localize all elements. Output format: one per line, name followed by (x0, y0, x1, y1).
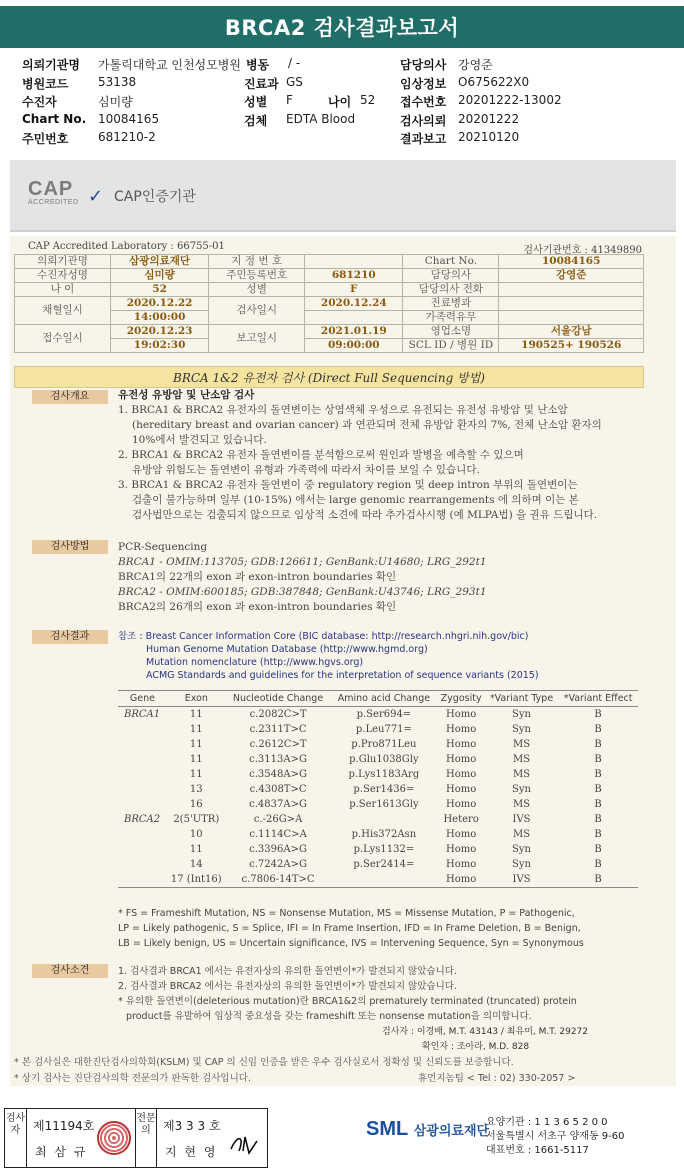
report-header (22, 56, 672, 149)
scanned-report (10, 236, 676, 1086)
column-header: Exon (167, 691, 226, 707)
header-row-1 (22, 56, 672, 75)
age-label: 나이 (328, 95, 352, 109)
variant-cell (118, 767, 167, 782)
variant-cell: Homo (446, 754, 477, 765)
inspector-box-label: 검사자 (5, 1109, 27, 1167)
variant-row (118, 797, 638, 812)
variant-row (118, 782, 638, 797)
variant-cell: Syn (512, 709, 531, 720)
variant-cell: p.Ser1436= (353, 784, 415, 795)
variant-cell (118, 737, 167, 752)
signature-box (4, 1108, 268, 1168)
cap-logo-text: CAP (28, 178, 74, 200)
dept-value: GS (286, 74, 303, 89)
variant-cell (118, 797, 167, 812)
hospcode-label: 병원코드 (22, 76, 69, 91)
specimen-label: 검체 (244, 113, 268, 128)
variant-cell (118, 827, 167, 842)
report-title: BRCA2 검사결과보고서 (0, 6, 684, 48)
variant-cell: p.His372Asn (351, 829, 417, 840)
variant-cell: p.Pro871Leu (351, 739, 417, 750)
variant-cell: Hetero (443, 814, 479, 825)
variant-cell: Syn (512, 859, 531, 870)
variant-cell (118, 722, 167, 737)
variant-cell: MS (512, 829, 531, 840)
info-row (15, 325, 644, 339)
info-cell: 영업소명 (403, 325, 499, 339)
variant-cell: 10 (189, 829, 203, 840)
reference-line: Human Genome Mutation Database (http://www.hgmd.org) (146, 644, 428, 655)
patient-value: 심미량 (98, 95, 133, 109)
variant-cell: Homo (446, 709, 477, 720)
info-cell: 나 이 (15, 283, 111, 297)
variant-cell: 11 (189, 754, 203, 765)
info-cell: 수진자성명 (15, 269, 111, 283)
variant-cell: MS (512, 799, 531, 810)
column-header: Amino acid Change (330, 691, 437, 707)
info-cell: 담당의사 (403, 269, 499, 283)
org-mark: SML (366, 1118, 409, 1140)
reference-line: Mutation nomenclature (http://www.hgvs.org) (146, 657, 364, 668)
opinion-line: product를 유발하여 임상적 중요성을 갖는 frameshift 또는 nonsense mutation을 의미합니다. (126, 1011, 532, 1022)
variant-cell: c.4308T>C (249, 784, 307, 795)
variant-cell: Homo (446, 739, 477, 750)
header-row-5 (22, 130, 672, 149)
lab-number: CAP Accredited Laboratory : 66755-01 (28, 241, 225, 252)
variant-cell: c.2612C>T (249, 739, 307, 750)
variant-cell: c.2082C>T (249, 709, 307, 720)
variant-cell: B (594, 814, 602, 825)
info-cell: SCL ID / 병원 ID (403, 339, 499, 353)
org-address (486, 1116, 625, 1158)
variant-cell: 16 (189, 799, 203, 810)
info-cell: 보고일시 (209, 325, 305, 353)
info-row (15, 269, 644, 283)
overview-line: 유방암 위험도는 돌연변이 유형과 가족력에 따라서 차이를 보일 수 있습니다. (132, 464, 480, 476)
info-cell (499, 283, 644, 297)
info-cell: 2020.12.24 (305, 297, 403, 311)
clinical-label: 임상정보 (400, 76, 447, 91)
receipt-label: 접수번호 (400, 95, 447, 109)
variant-cell (118, 752, 167, 767)
variant-cell: B (594, 844, 602, 855)
info-cell: 2020.12.22 (111, 297, 209, 311)
header-row-3 (22, 93, 672, 112)
variant-cell: c.-26G>A (253, 814, 303, 825)
column-header: Gene (118, 691, 167, 707)
opinion-line: * 유의한 돌연변이(deleterious mutation)란 BRCA1&2의 prematurely terminated (truncated) protein (118, 996, 577, 1007)
footnote-line: LP = Likely pathogenic, S = Splice, IFI = In Frame Insertion, IFD = In Frame Deletion, B = Benign, (118, 923, 581, 934)
variant-cell (330, 812, 437, 827)
variant-cell: B (594, 709, 602, 720)
hospcode-value: 53138 (98, 74, 137, 89)
variant-cell: c.3548A>G (249, 769, 307, 780)
info-cell: 52 (111, 283, 209, 297)
variant-row (118, 872, 638, 888)
footer-note: * 상기 검사는 진단검사의학 전문의가 판독한 검사입니다. (14, 1073, 251, 1084)
inspector-license: 제11194호 (33, 1119, 95, 1133)
variant-cell: 13 (189, 784, 203, 795)
info-cell (305, 311, 403, 325)
variant-cell: BRCA2 (124, 814, 161, 825)
overview-text (118, 388, 638, 523)
variant-cell: MS (512, 769, 531, 780)
variant-header-row (118, 691, 638, 707)
patient-label: 수진자 (22, 95, 57, 109)
inspector-name: 최 삼 규 (35, 1145, 88, 1159)
variant-cell (118, 857, 167, 872)
variant-cell: B (594, 784, 602, 795)
variant-cell: 11 (189, 739, 203, 750)
report-label: 결과보고 (400, 132, 447, 146)
patient-info-table (14, 254, 644, 353)
variant-cell: 11 (189, 724, 203, 735)
sex-label: 성별 (244, 95, 268, 109)
variant-cell: 11 (189, 709, 203, 720)
column-header: *Variant Type (485, 691, 558, 707)
variant-cell: BRCA1 (124, 709, 161, 720)
specialist-box-label: 전문의 (135, 1109, 157, 1167)
overview-heading: 유전성 유방암 및 난소암 검사 (118, 389, 255, 401)
variant-cell: MS (512, 754, 531, 765)
variant-cell: p.Ser1613Gly (349, 799, 419, 810)
variant-cell: Homo (446, 784, 477, 795)
chart-value: 10084165 (98, 111, 160, 126)
info-cell: 14:00:00 (111, 311, 209, 325)
header-row-4 (22, 112, 672, 131)
overview-line: 10%에서 발견되고 있습니다. (132, 434, 267, 446)
overview-line: 검사법만으로는 검출되지 않으므로 임상적 소견에 따라 추가검사시행 (예 MLPA법) 을 권유 드립니다. (132, 509, 598, 521)
variant-cell: p.Lys1183Arg (348, 769, 420, 780)
variant-cell: p.Ser694= (356, 709, 412, 720)
footer-note: * 본 검사실은 대한진단검사의학회(KSLM) 및 CAP 의 신임 인증을 받은 우수 검사실로서 정확성 및 신뢰도를 보증합니다. (14, 1057, 514, 1068)
info-cell: 19:02:30 (111, 339, 209, 353)
info-cell: 주민등록번호 (209, 269, 305, 283)
column-header: Nucleotide Change (226, 691, 331, 707)
variant-cell: c.3396A>G (249, 844, 307, 855)
variant-cell: Homo (437, 872, 484, 888)
info-row (15, 255, 644, 269)
doctor-value: 강영준 (458, 58, 493, 72)
variant-cell: c.4837A>G (249, 799, 307, 810)
reference-line: 참조 : Breast Cancer Information Core (BIC database: http://research.nhgri.nih.gov/bic) (118, 631, 529, 642)
reference-line: ACMG Standards and guidelines for the interpretation of sequence variants (2015) (146, 670, 539, 681)
variant-cell: c.7242A>G (249, 859, 307, 870)
variant-cell (118, 782, 167, 797)
info-cell: 채혈일시 (15, 297, 111, 325)
info-cell (499, 311, 644, 325)
variant-cell: Syn (512, 844, 531, 855)
footer-contact: 휴먼지놈팀 < Tel : 02) 330-2057 > (418, 1073, 576, 1084)
variant-cell: B (594, 799, 602, 810)
variant-cell: B (594, 859, 602, 870)
address-line: 요양기관 : 1 1 3 6 5 2 0 0 (486, 1117, 608, 1128)
info-cell: 190525+ 190526 (499, 339, 644, 353)
request-label: 검사의뢰 (400, 113, 447, 128)
check-icon: ✓ (88, 186, 104, 207)
variant-cell: B (594, 829, 602, 840)
header-row-2 (22, 75, 672, 94)
column-header: Zygosity (437, 691, 484, 707)
org-name: 삼광의료재단 (413, 1124, 490, 1139)
signature-icon (227, 1131, 263, 1159)
section-overview: 검사개요 (32, 390, 108, 404)
footnote-line: LB = Likely benign, US = Uncertain significance, IVS = Intervening Sequence, Syn = Synonymous (118, 938, 584, 949)
info-cell: 강영준 (499, 269, 644, 283)
variant-row (118, 857, 638, 872)
variant-cell (118, 842, 167, 857)
variant-row (118, 737, 638, 752)
variant-cell: 11 (189, 769, 203, 780)
specimen-value: EDTA Blood (286, 111, 356, 126)
info-cell: 의뢰기관명 (15, 255, 111, 269)
info-cell: 2020.12.23 (111, 325, 209, 339)
overview-line: 검출이 불가능하며 일부 (10-15%) 에서는 large genomic rearrangements 에 의하며 이는 본 (132, 494, 579, 506)
variant-row (118, 842, 638, 857)
info-cell: Chart No. (403, 255, 499, 269)
info-cell: 삼광의료재단 (111, 255, 209, 269)
cap-logo-sub: ACCREDITED (28, 199, 79, 206)
variant-cell: c.1114C>A (249, 829, 307, 840)
report-value: 20210120 (458, 130, 520, 144)
section-opinion: 검사소견 (32, 964, 108, 978)
variant-cell (330, 872, 437, 888)
ward-label: 병동 (246, 58, 270, 72)
method-line: BRCA2의 26개의 exon 과 exon-intron boundaries 확인 (118, 601, 397, 613)
seal-icon (97, 1121, 131, 1155)
info-cell: 가족력유무 (403, 311, 499, 325)
info-cell: 2021.01.19 (305, 325, 403, 339)
variant-cell: Homo (446, 844, 477, 855)
variant-cell: Homo (446, 799, 477, 810)
variant-cell: Syn (512, 724, 531, 735)
variant-cell: B (594, 724, 602, 735)
variant-cell: Homo (446, 769, 477, 780)
info-cell: 접수일시 (15, 325, 111, 353)
specialist-license: 제3 3 3 호 (163, 1119, 221, 1133)
info-cell: 10084165 (499, 255, 644, 269)
opinion-line: 2. 검사결과 BRCA2 에서는 유전자상의 유의한 돌연변이*가 발견되지 않았습니다. (118, 981, 457, 992)
variant-cell: 14 (189, 859, 203, 870)
variant-cell: B (594, 769, 602, 780)
variant-cell: c.3113A>G (249, 754, 307, 765)
variant-row (118, 722, 638, 737)
info-cell (499, 297, 644, 311)
signature-footer (0, 1096, 684, 1174)
variant-row (118, 827, 638, 842)
variant-cell: Homo (446, 829, 477, 840)
variant-cell: IVS (512, 814, 531, 825)
address-line: 서울특별시 서초구 양재동 9-60 (486, 1131, 625, 1142)
id-value: 681210-2 (98, 130, 156, 144)
variant-cell: c.2311T>C (249, 724, 307, 735)
variant-cell: 17 (Int16) (167, 872, 226, 888)
references (118, 630, 638, 682)
info-cell: 681210 (305, 269, 403, 283)
info-cell: 성별 (209, 283, 305, 297)
variant-cell (118, 872, 167, 888)
doctor-label: 담당의사 (400, 58, 447, 72)
variant-table (118, 690, 638, 888)
info-cell: F (305, 283, 403, 297)
variant-row (118, 752, 638, 767)
agency-number: 검사기관번호 : 41349890 (523, 245, 642, 256)
institution-label: 의뢰기관명 (22, 58, 80, 72)
variant-footnotes (118, 906, 638, 951)
id-label: 주민번호 (22, 132, 69, 146)
method-line: BRCA1 - OMIM:113705; GDB:126611; GenBank:U14680; LRG_292t1 (118, 556, 487, 568)
variant-cell: B (594, 739, 602, 750)
info-cell: 09:00:00 (305, 339, 403, 353)
receipt-value: 20201222-13002 (458, 93, 562, 107)
cap-banner (10, 160, 676, 232)
variant-cell: Homo (446, 859, 477, 870)
overview-line: (hereditary breast and ovarian cancer) 과 연관되며 전체 유방암 환자의 7%, 전체 난소암 환자의 (132, 419, 602, 431)
info-row (15, 283, 644, 297)
cap-logo (28, 178, 79, 206)
footnote-line: * FS = Frameshift Mutation, NS = Nonsense Mutation, MS = Missense Mutation, P = Pathogenic, (118, 908, 575, 919)
opinion-text (118, 964, 638, 1024)
method-line: BRCA1의 22개의 exon 과 exon-intron boundaries 확인 (118, 571, 397, 583)
variant-cell: p.Ser2414= (353, 859, 415, 870)
variant-cell: B (594, 754, 602, 765)
info-cell: 검사일시 (209, 297, 305, 325)
variant-cell: p.Leu771= (355, 724, 412, 735)
info-row (15, 297, 644, 311)
info-cell: 심미량 (111, 269, 209, 283)
variant-cell: 11 (189, 844, 203, 855)
variant-cell: Syn (512, 784, 531, 795)
address-line: 대표번호 : 1661-5117 (486, 1145, 589, 1156)
variant-cell: p.Lys1132= (353, 844, 415, 855)
info-cell: 서울강남 (499, 325, 644, 339)
chart-label: Chart No. (22, 111, 87, 126)
overview-line: 1. BRCA1 & BRCA2 유전자의 돌연변이는 상염색체 우성으로 유전되는 유전성 유방암 및 난소암 (118, 404, 568, 416)
specialist-name: 지 현 영 (165, 1145, 218, 1159)
clinical-value: O675622X0 (458, 74, 530, 89)
test-title-band: BRCA 1&2 유전자 검사 (Direct Full Sequencing 방법) (14, 366, 644, 388)
variant-cell: MS (512, 739, 531, 750)
ward-value: / - (288, 56, 301, 70)
info-cell: 담당의사 전화 (403, 283, 499, 297)
section-method: 검사방법 (32, 540, 108, 554)
variant-row (118, 707, 638, 723)
sex-value: F (286, 93, 293, 107)
method-line: BRCA2 - OMIM:600185; GDB:387848; GenBank:U43746; LRG_293t1 (118, 586, 487, 598)
institution-value: 가톨릭대학교 인천성모병원 (98, 58, 241, 72)
org-logo (366, 1118, 489, 1141)
cap-label: CAP인증기관 (114, 189, 196, 205)
dept-label: 진료과 (244, 76, 279, 91)
info-cell: 진료병과 (403, 297, 499, 311)
column-header: *Variant Effect (558, 691, 638, 707)
variant-cell: p.Glu1038Gly (349, 754, 419, 765)
info-cell: 지 정 번 호 (209, 255, 305, 269)
inspector-signature: 검사자 : 이경배, M.T. 43143 / 최유미, M.T. 29272 (382, 1027, 589, 1037)
overview-line: 3. BRCA1 & BRCA2 유전자 돌연변이 중 regulatory region 및 deep intron 부위의 돌연변이는 (118, 479, 578, 491)
method-text (118, 540, 638, 615)
variant-row (118, 767, 638, 782)
age-value: 52 (360, 93, 376, 107)
variant-row (118, 812, 638, 827)
info-cell (305, 255, 403, 269)
variant-cell: IVS (485, 872, 558, 888)
section-result: 검사결과 (32, 630, 108, 644)
variant-cell: Homo (446, 724, 477, 735)
variant-cell: B (558, 872, 638, 888)
overview-line: 2. BRCA1 & BRCA2 유전자 돌연변이를 분석함으로써 원인과 발병을 예측할 수 있으며 (118, 449, 524, 461)
confirmer-signature: 확인자 : 조아라, M.D. 828 (422, 1042, 530, 1052)
variant-cell: c.7806-14T>C (226, 872, 331, 888)
request-value: 20201222 (458, 111, 520, 126)
opinion-line: 1. 검사결과 BRCA1 에서는 유전자상의 유의한 돌연변이*가 발견되지 않았습니다. (118, 966, 457, 977)
method-heading: PCR-Sequencing (118, 541, 208, 553)
variant-cell: 2(5'UTR) (173, 814, 220, 825)
